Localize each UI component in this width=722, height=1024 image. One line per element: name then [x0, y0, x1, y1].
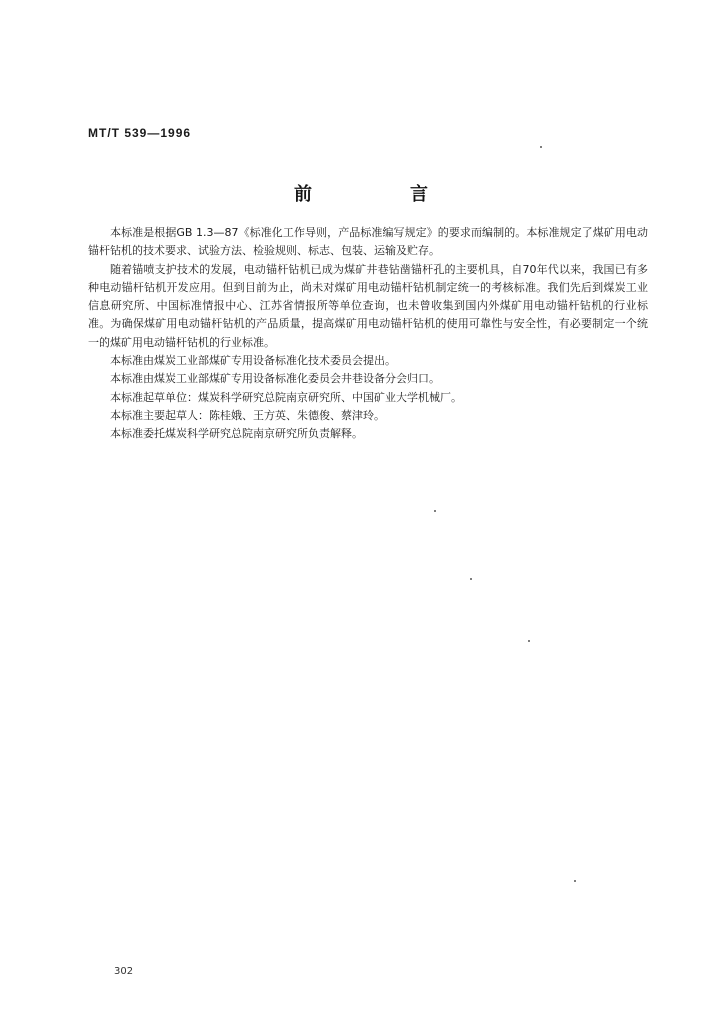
page-number: 302	[114, 966, 134, 977]
paragraph-drafters: 本标准主要起草人：陈桂娥、王方英、朱德俊、蔡津玲。	[110, 408, 385, 422]
scan-speck	[540, 146, 542, 148]
scan-speck	[470, 578, 472, 580]
paragraph-administrator: 本标准由煤炭工业部煤矿专用设备标准化委员会井巷设备分会归口。	[110, 372, 440, 386]
paragraph-purpose: 本标准是根据GB 1.3—87《标准化工作导则，产品标准编写规定》的要求而编制的。本标准规定了煤矿用电动锚杆钻机的技术要求、试验方法、检验规则、标志、包装、运输及贮存。	[88, 226, 648, 258]
paragraph-proposer: 本标准由煤炭工业部煤矿专用设备标准化技术委员会提出。	[110, 354, 396, 368]
paragraph-background: 随着锚喷支护技术的发展，电动锚杆钻机已成为煤矿井巷钻凿锚杆孔的主要机具，自70年代以来，我国已有多种电动锚杆钻机开发应用。但到目前为止，尚未对煤矿用电动锚杆钻机制定统一的考核标准。我们先后到煤炭工业信息研究所、中国标准情报中心、江苏省情报所等单位查询，也未曾收集到国内外煤矿用电动锚杆钻机的行业标准。为确保煤矿用电动锚杆钻机的产品质量，提高煤矿用电动锚杆钻机的使用可靠性与安全性，有必要制定一个统一的煤矿用电动锚杆钻机的行业标准。	[88, 262, 648, 349]
page-title: 前 言	[294, 184, 468, 205]
scan-speck	[528, 640, 530, 642]
paragraph-drafting-unit: 本标准起草单位：煤炭科学研究总院南京研究所、中国矿业大学机械厂。	[110, 390, 462, 404]
standard-code: MT/T 539—1996	[88, 126, 192, 140]
scan-speck	[434, 510, 436, 512]
paragraph-interpretation: 本标准委托煤炭科学研究总院南京研究所负责解释。	[110, 427, 363, 441]
body-text	[88, 224, 648, 444]
scan-speck	[574, 880, 576, 882]
